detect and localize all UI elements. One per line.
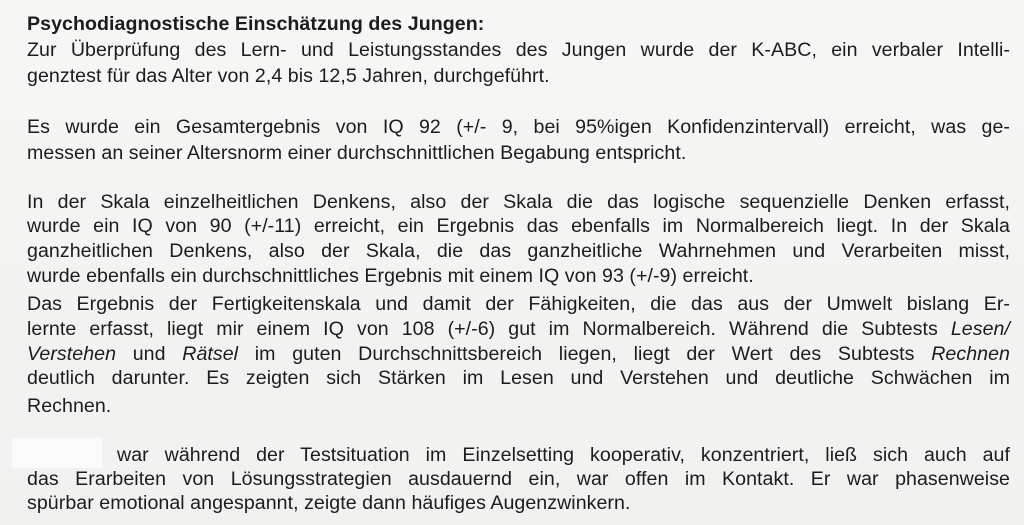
paragraph-4-line-3-text-a: und xyxy=(116,343,183,365)
paragraph-4-line-2 xyxy=(27,317,1010,341)
subtest-lesen-text: Lesen/ xyxy=(950,318,1010,340)
paragraph-3-line-1: In der Skala einzelheitlichen Denkens, also der Skala die das logische sequenzielle Denken erfasst, xyxy=(27,191,1010,213)
paragraph-4-line-3 xyxy=(27,342,1010,366)
paragraph-5-line-3: spürbar emotional angespannt, zeigte dann häufiges Augenzwinkern. xyxy=(27,492,631,514)
paragraph-3-line-3: ganzheitlichen Denkens, also der Skala, die das ganzheitliche Wahrnehmen und Verarbeiten misst, xyxy=(27,240,1010,262)
paragraph-1-line-1: Zur Überprüfung des Lern- und Leistungsstandes des Jungen wurde der K-ABC, ein verbaler Intelli- xyxy=(27,39,1010,61)
paragraph-4-line-5: Rechnen. xyxy=(27,395,112,417)
paragraph-3-line-2: wurde ein IQ von 90 (+/-11) erreicht, ein Ergebnis das ebenfalls im Normalbereich liegt. In der Skala xyxy=(27,215,1010,237)
paragraph-4-line-3-text-b: im guten Durchschnittsbereich liegen, liegt der Wert des Subtests xyxy=(238,343,932,365)
paragraph-5-line-1: war während der Testsituation im Einzelsetting kooperativ, konzentriert, ließ sich auch auf xyxy=(117,444,1010,466)
paragraph-4-line-4: deutlich darunter. Es zeigten sich Stärken im Lesen und Verstehen und deutliche Schwächen im xyxy=(27,367,1010,389)
paragraph-1-line-2: genztest für das Alter von 2,4 bis 12,5 Jahren, durchgeführt. xyxy=(27,65,550,87)
paragraph-2-line-1: Es wurde ein Gesamtergebnis von IQ 92 (+/- 9, bei 95%igen Konfidenzintervall) erreicht, was ge- xyxy=(27,116,1010,138)
subtest-raetsel-text: Rätsel xyxy=(182,343,239,365)
paragraph-3-line-4: wurde ebenfalls ein durchschnittliches Ergebnis mit einem IQ von 93 (+/-9) erreicht. xyxy=(27,265,754,287)
paragraph-4-line-1: Das Ergebnis der Fertigkeitenskala und damit der Fähigkeiten, die das aus der Umwelt bislang Er- xyxy=(27,293,1010,315)
subtest-rechnen-text: Rechnen xyxy=(931,343,1010,365)
paragraph-4-line-2-text: lernte erfasst, liegt mir einem IQ von 108 (+/-6) gut im Normalbereich. Während die Subtests xyxy=(27,318,951,340)
redacted-name xyxy=(12,438,102,468)
paragraph-5-line-2: das Erarbeiten von Lösungsstrategien ausdauernd ein, war offen im Kontakt. Er war phasenweise xyxy=(27,468,1010,490)
subtest-verstehen-text: Verstehen xyxy=(27,343,117,365)
paragraph-2-line-2: messen an seiner Altersnorm einer durchschnittlichen Begabung entspricht. xyxy=(27,142,687,164)
section-heading: Psychodiagnostische Einschätzung des Jungen: xyxy=(27,13,485,35)
